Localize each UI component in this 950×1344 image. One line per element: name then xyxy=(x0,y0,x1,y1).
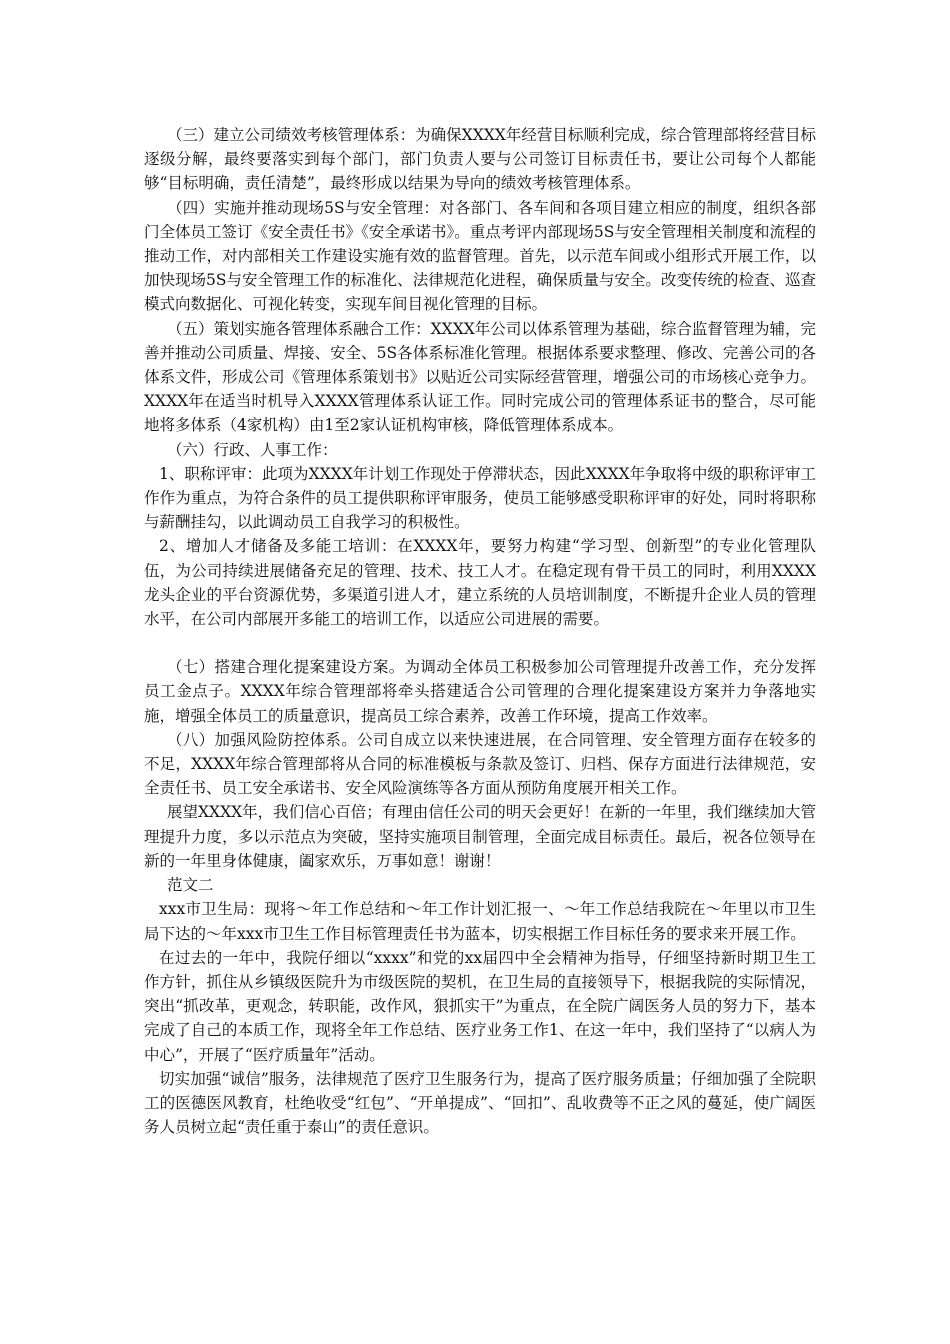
paragraph-item-2: 2、增加人才储备及多能工培训：在XXXX年，要努力构建“学习型、创新型”的专业化管理队伍，为公司持续进展储备充足的管理、技术、技工人才。在稳定现有骨干员工的同时，利用XXXX龙头企业的平台资源优势，多渠道引进人才，建立系统的人员培训制度，不断提升企业人员的管理水平，在公司内部展开多能工的培训工作，以适应公司进展的需要。 xyxy=(144,537,816,629)
document-page xyxy=(144,123,816,1139)
paragraph-item-1: 1、职称评审：此项为XXXX年计划工作现处于停滞状态，因此XXXX年争取将中级的职称评审工作作为重点，为符合条件的员工提供职称评审服务，使员工能够感受职称评审的好处，同时将职称与薪酬挂勾，以此调动员工自我学习的积极性。 xyxy=(144,464,816,532)
heading-sample-two: 范文二 xyxy=(167,876,214,895)
paragraph-past-year: 在过去的一年中，我院仔细以“xxxx”和党的xx届四中全会精神为指导，仔细坚持新时期卫生工作方针，抓住从乡镇级医院升为市级医院的契机，在卫生局的直接领导下，根据我院的实际情况，突出“抓改革，更观念，转职能，改作风，狠抓实干”为重点，在全院广阔医务人员的努力下，基本完成了自己的本质工作，现将全年工作总结、医疗业务工作1、在这一年中，我们坚持了“以病人为中心”，开展了“医疗质量年”活动。 xyxy=(144,948,816,1064)
paragraph-section-8: （八）加强风险防控体系。公司自成立以来快速进展，在合同管理、安全管理方面存在较多的不足，XXXX年综合管理部将从合同的标准模板与条款及签订、归档、保存方面进行法律规范，安全责任书、员工安全承诺书、安全风险演练等各方面从预防角度展开相关工作。 xyxy=(144,730,816,798)
paragraph-section-3: （三）建立公司绩效考核管理体系：为确保XXXX年经营目标顺利完成，综合管理部将经营目标逐级分解，最终要落实到每个部门，部门负责人要与公司签订目标责任书，要让公司每个人都能够“目标明确，责任清楚”，最终形成以结果为导向的绩效考核管理体系。 xyxy=(144,126,816,193)
blank-line xyxy=(144,631,816,655)
paragraph-section-6-heading: （六）行政、人事工作： xyxy=(167,440,338,459)
paragraph-report-intro: xxx市卫生局：现将～年工作总结和～年工作计划汇报一、～年工作总结我院在～年里以市卫生局下达的～年xxx市卫生工作目标管理责任书为蓝本，切实根据工作目标任务的要求来开展工作。 xyxy=(144,900,816,943)
paragraph-integrity-service: 切实加强“诚信”服务，法律规范了医疗卫生服务行为，提高了医疗服务质量；仔细加强了全院职工的医德医风教育，杜绝收受“红包”、“开单提成”、“回扣”、乱收费等不正之风的蔓延，使广阔医务人员树立起“责任重于泰山”的责任意识。 xyxy=(144,1069,816,1137)
paragraph-outlook: 展望XXXX年，我们信心百倍；有理由信任公司的明天会更好！在新的一年里，我们继续加大管理提升力度，多以示范点为突破，坚持实施项目制管理，全面完成目标责任。最后，祝各位领导在新的一年里身体健康，阖家欢乐，万事如意！谢谢！ xyxy=(144,803,816,870)
paragraph-section-4: （四）实施并推动现场5S与安全管理：对各部门、各车间和各项目建立相应的制度，组织各部门全体员工签订《安全责任书》《安全承诺书》。重点考评内部现场5S与安全管理相关制度和流程的推动工作，对内部相关工作建设实施有效的监督管理。首先，以示范车间或小组形式开展工作，以加快现场5S与安全管理工作的标准化、法律规范化进程，确保质量与安全。改变传统的检查、巡查模式向数据化、可视化转变，实现车间目视化管理的目标。 xyxy=(144,198,816,314)
paragraph-section-5: （五）策划实施各管理体系融合工作：XXXX年公司以体系管理为基础，综合监督管理为辅，完善并推动公司质量、焊接、安全、5S各体系标准化管理。根据体系要求整理、修改、完善公司的各体系文件，形成公司《管理体系策划书》以贴近公司实际经营管理，增强公司的市场核心竞争力。XXXX年在适当时机导入XXXX管理体系认证工作。同时完成公司的管理体系证书的整合，尽可能地将多体系（4家机构）由1至2家认证机构审核，降低管理体系成本。 xyxy=(144,319,816,435)
paragraph-section-7: （七）搭建合理化提案建设方案。为调动全体员工积极参加公司管理提升改善工作，充分发挥员工金点子。XXXX年综合管理部将牵头搭建适合公司管理的合理化提案建设方案并力争落地实施，增强全体员工的质量意识，提高员工综合素养，改善工作环境，提高工作效率。 xyxy=(144,658,816,725)
